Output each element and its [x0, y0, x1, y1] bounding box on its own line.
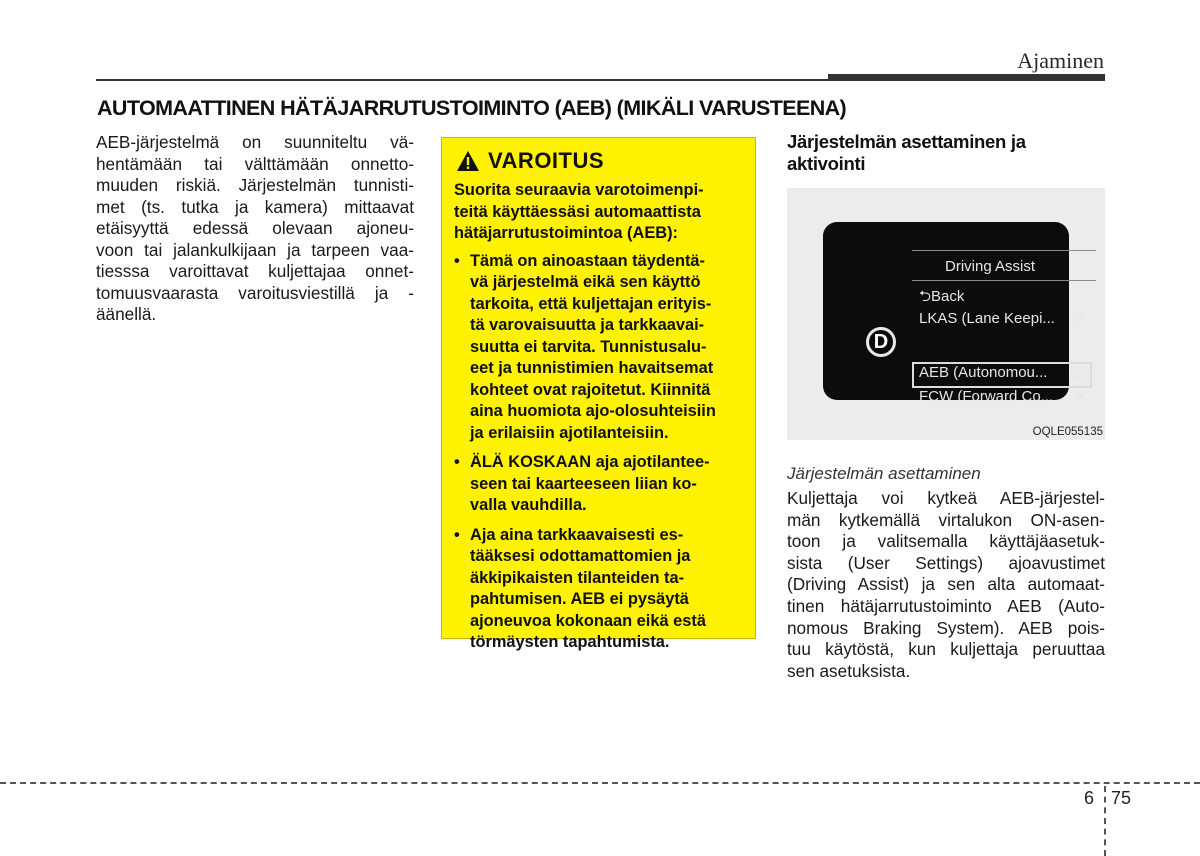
body-line: (Driving Assist) ja sen alta automaat-: [787, 574, 1105, 595]
body-line: voon tai jalankulkijaan ja tarpeen vaa-: [96, 239, 414, 260]
body-line: tiesssa varoittavat kuljettajaa onnet-: [96, 261, 414, 281]
sub-heading-line: aktivointi: [787, 153, 866, 174]
body-line: toon ja valitsemalla käyttäjäasetuk-: [787, 531, 1105, 552]
body-line: Kuljettaja voi kytkeä AEB-järjestel-: [787, 488, 1105, 508]
body-line: hentämään tai välttämään onnetto-: [96, 153, 414, 174]
header-rule-thick: [828, 74, 1105, 81]
warning-line: tä varovaisuutta ja tarkkaavai-: [470, 316, 705, 334]
body-line: män kytkemällä virtalukon ON-asen-: [787, 509, 1105, 530]
warning-line: suutta ei tarvita. Tunnistusalu-: [470, 337, 707, 356]
menu-divider: [912, 250, 1096, 251]
back-arrow-icon: ⮌: [919, 288, 932, 305]
menu-item-label: LKAS (Lane Keepi...: [919, 310, 1055, 327]
warning-line: Aja aina tarkkaavaisesti es-: [470, 525, 684, 544]
left-column-text: [96, 132, 414, 326]
warning-line: ja erilaisiin ajotilanteisiin.: [470, 423, 669, 442]
body-line: met (ts. tutka ja kamera) mittaavat: [96, 196, 414, 217]
warning-title: VAROITUS: [488, 148, 605, 173]
footer-dashed-rule: [0, 782, 1200, 784]
warning-line: vä järjestelmä eikä sen käyttö: [470, 273, 701, 291]
bullet: •: [454, 525, 460, 544]
body-line: nomous Braking System). AEB pois-: [787, 617, 1105, 638]
warning-triangle-icon: [456, 150, 480, 172]
gear-indicator: D: [866, 327, 896, 357]
menu-item-back: [919, 286, 964, 311]
warning-line: tarkoita, että kuljettajan erityis-: [470, 294, 712, 313]
footer-dashed-divider: [1104, 786, 1106, 856]
menu-item-lkas: [919, 310, 1055, 327]
warning-line: aina huomiota ajo-olosuhteisiin: [470, 402, 716, 420]
body-line: etäisyyttä edessä olevaan ajoneu-: [96, 218, 414, 238]
page-number: 75: [1111, 788, 1132, 808]
warning-intro-line: Suorita seuraavia varotoimenpi-: [454, 181, 704, 199]
warning-line: äkkipikaisten tilanteiden ta-: [470, 568, 685, 587]
body-line: muuden riskiä. Järjestelmän tunnisti-: [96, 175, 414, 195]
warning-line: pahtumisen. AEB ei pysäytä: [470, 590, 689, 608]
body-line: tuu käytöstä, kun kuljettaja peruuttaa: [787, 639, 1105, 660]
menu-item-label: AEB (Autonomou...: [919, 364, 1048, 381]
chapter-number: 6: [1084, 788, 1095, 808]
menu-divider: [912, 280, 1096, 281]
header-rule-thin: [96, 79, 828, 81]
sub-heading: [787, 131, 1026, 175]
warning-line: ÄLÄ KOSKAAN aja ajotilantee-: [470, 453, 710, 471]
chevron-right-icon: >: [1075, 310, 1084, 327]
section-label: Ajaminen: [1017, 48, 1104, 73]
sub-heading-line: Järjestelmän asettaminen ja: [787, 131, 1026, 152]
menu-title: Driving Assist: [945, 258, 1036, 275]
warning-line: eet ja tunnistimien havaitsemat: [470, 359, 714, 377]
cluster-figure: [787, 188, 1105, 440]
warning-intro-line: hätäjarrutustoimintoa (AEB):: [454, 224, 679, 242]
warning-line: törmäysten tapahtumista.: [470, 633, 670, 651]
body-line: äänellä.: [96, 304, 157, 324]
body-line: sista (User Settings) ajoavustimet: [787, 552, 1105, 573]
chevron-right-icon: >: [1075, 388, 1084, 405]
warning-line: ajoneuvoa kokonaan eikä estä: [470, 611, 706, 630]
warning-list-item: [454, 452, 750, 517]
warning-intro-line: teitä käyttäessäsi automaattista: [454, 202, 701, 221]
menu-item-label: Back: [931, 288, 965, 305]
menu-item-label: FCW (Forward Co...: [919, 388, 1054, 405]
menu-item-aeb: [919, 364, 1047, 381]
warning-line: valla vauhdilla.: [470, 496, 587, 514]
warning-body: [454, 180, 750, 662]
warning-list-item: [454, 525, 750, 654]
warning-line: Tämä on ainoastaan täydentä-: [470, 251, 705, 270]
body-line: tomuusvaarasta varoitusviestillä ja -: [96, 282, 414, 303]
bullet: •: [454, 453, 460, 471]
warning-list-item: [454, 251, 750, 445]
main-heading: AUTOMAATTINEN HÄTÄJARRUTUSTOIMINTO (AEB) (MIKÄLI VARUSTEENA): [97, 96, 847, 120]
cluster-screen: [823, 222, 1085, 405]
bullet: •: [454, 251, 460, 270]
body-line: AEB-järjestelmä on suunniteltu vä-: [96, 132, 414, 152]
italic-subheading: Järjestelmän asettaminen: [787, 464, 981, 483]
body-line: tinen hätäjarrutustoiminto AEB (Auto-: [787, 595, 1105, 616]
warning-line: seen tai kaarteeseen liian ko-: [470, 474, 697, 493]
right-column-text: [787, 488, 1105, 682]
warning-line: kohteet ovat rajoitetut. Kiinnitä: [470, 380, 711, 399]
checkbox-checked-icon: ☑: [1070, 365, 1085, 382]
warning-box: [441, 137, 756, 651]
warning-header: [456, 148, 604, 174]
menu-item-fcw: [919, 388, 1053, 405]
figure-caption: OQLE055135: [1032, 426, 1103, 438]
body-line: sen asetuksista.: [787, 660, 911, 681]
warning-line: tääksesi odottamattomien ja: [470, 547, 691, 565]
warning-list: [454, 251, 750, 654]
